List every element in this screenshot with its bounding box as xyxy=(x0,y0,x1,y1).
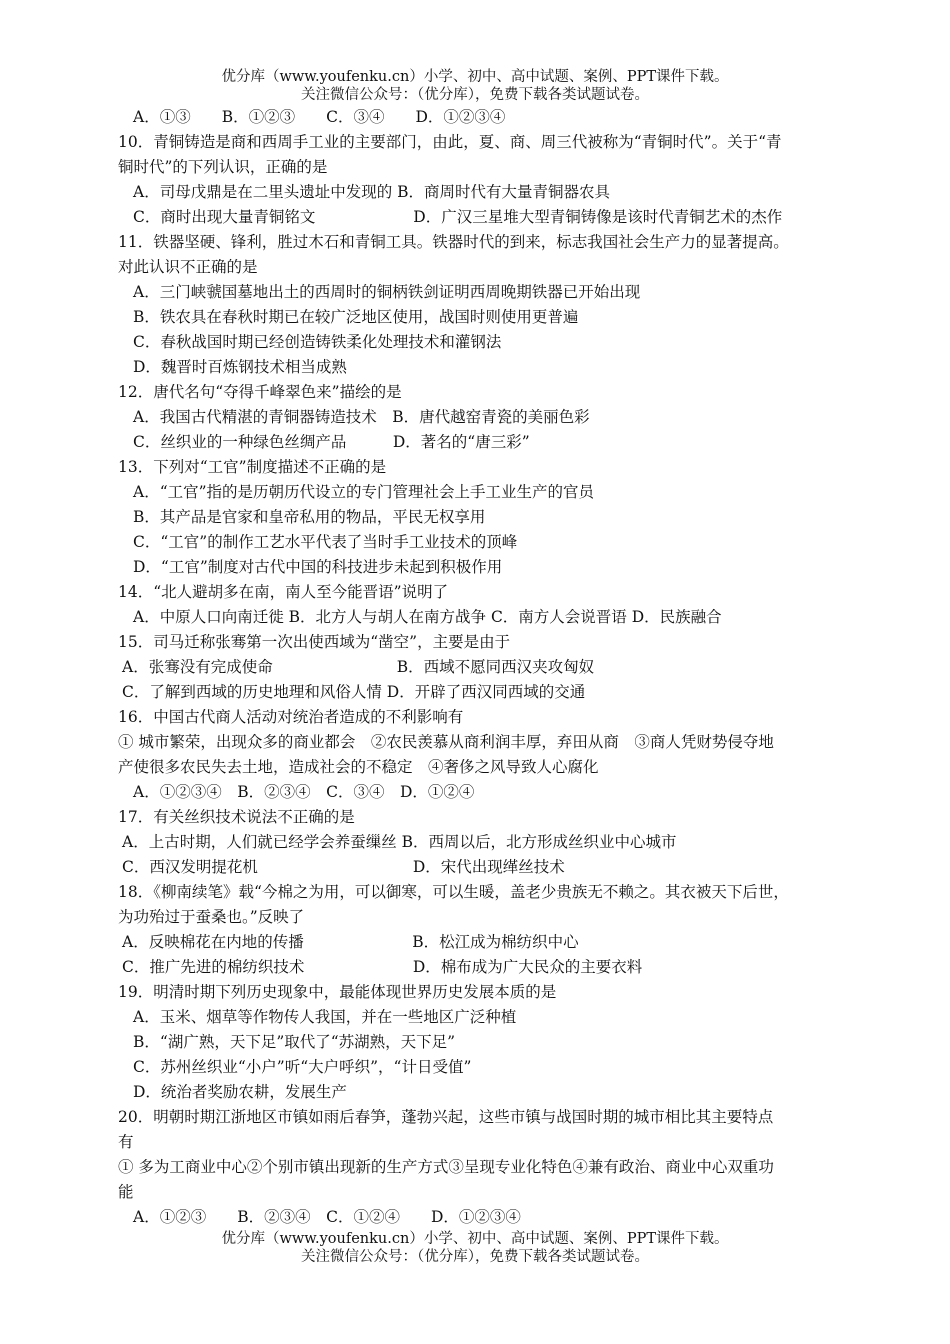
q16-items: ① 城市繁荣，出现众多的商业都会 ②农民羡慕从商利润丰厚，弃田从商 ③商人凭财势侵夺地 xyxy=(118,733,774,751)
q11-option-d: D．魏晋时百炼钢技术相当成熟 xyxy=(133,358,347,376)
q16-options: A．①②③④ B．②③④ C．③④ D．①②④ xyxy=(133,783,475,801)
q13-option-c: C．“工官”的制作工艺水平代表了当时手工业技术的顶峰 xyxy=(133,533,518,551)
q12-options-cd: C．丝织业的一种绿色丝绸产品 D．著名的“唐三彩” xyxy=(133,433,530,451)
q17-options-ab: A．上古时期，人们就已经学会养蚕缫丝 B．西周以后，北方形成丝织业中心城市 xyxy=(122,833,677,851)
q18-options-cd: C．推广先进的棉纺织技术 D．棉布成为广大民众的主要衣料 xyxy=(122,958,643,976)
q17-options-cd: C．西汉发明提花机 D．宋代出现缂丝技术 xyxy=(122,858,565,876)
q18-options-ab: A．反映棉花在内地的传播 B．松江成为棉纺织中心 xyxy=(122,933,579,951)
q13-option-a: A．“工官”指的是历朝历代设立的专门管理社会上手工业生产的官员 xyxy=(133,483,595,501)
q14-stem: 14．“北人避胡多在南，南人至今能晋语”说明了 xyxy=(118,583,449,601)
q11-stem-cont: 对此认识不正确的是 xyxy=(118,258,258,276)
q19-option-d: D．统治者奖励农耕，发展生产 xyxy=(133,1083,347,1101)
q15-stem: 15．司马迁称张骞第一次出使西域为“凿空”，主要是由于 xyxy=(118,633,511,651)
q14-options: A．中原人口向南迁徙 B．北方人与胡人在南方战争 C．南方人会说晋语 D．民族融合 xyxy=(133,608,722,626)
q13-stem: 13．下列对“工官”制度描述不正确的是 xyxy=(118,458,387,476)
q11-option-b: B．铁农具在春秋时期已在较广泛地区使用，战国时则使用更普遍 xyxy=(133,308,579,326)
q10-options-ab: A．司母戊鼎是在二里头遗址中发现的 B．商周时代有大量青铜器农具 xyxy=(133,183,611,201)
q20-stem: 20．明朝时期江浙地区市镇如雨后春笋，蓬勃兴起，这些市镇与战国时期的城市相比其主要特点 xyxy=(118,1108,774,1126)
q11-stem: 11．铁器坚硬、锋利，胜过木石和青铜工具。铁器时代的到来，标志我国社会生产力的显著提高。 xyxy=(118,233,789,251)
q20-items-cont: 能 xyxy=(118,1183,134,1201)
header-line-1: 优分库（www.youfenku.cn）小学、初中、高中试题、案例、PPT课件下载。 xyxy=(221,69,729,85)
q10-stem: 10．青铜铸造是商和西周手工业的主要部门，由此，夏、商、周三代被称为“青铜时代”。关于“青 xyxy=(118,133,782,151)
header-line-2: 关注微信公众号：（优分库），免费下载各类试题试卷。 xyxy=(301,87,649,103)
q12-options-ab: A．我国古代精湛的青铜器铸造技术 B．唐代越窑青瓷的美丽色彩 xyxy=(133,408,590,426)
q9-options: A．①③ B．①②③ C．③④ D．①②③④ xyxy=(133,108,506,126)
q19-option-b: B．“湖广熟，天下足”取代了“苏湖熟，天下足” xyxy=(133,1033,456,1051)
q15-options-cd: C．了解到西域的历史地理和风俗人情 D．开辟了西汉同西域的交通 xyxy=(122,683,586,701)
q19-option-a: A．玉米、烟草等作物传人我国，并在一些地区广泛种植 xyxy=(133,1008,517,1026)
q16-stem: 16．中国古代商人活动对统治者造成的不利影响有 xyxy=(118,708,464,726)
q10-stem-cont: 铜时代”的下列认识，正确的是 xyxy=(118,158,328,176)
q11-option-c: C．春秋战国时期已经创造铸铁柔化处理技术和灌钢法 xyxy=(133,333,502,351)
footer-line-2: 关注微信公众号：（优分库），免费下载各类试题试卷。 xyxy=(301,1249,649,1265)
q12-stem: 12．唐代名句“夺得千峰翠色来”描绘的是 xyxy=(118,383,402,401)
footer-line-1: 优分库（www.youfenku.cn）小学、初中、高中试题、案例、PPT课件下载。 xyxy=(221,1231,729,1247)
q18-stem-cont: 为功殆过于蚕桑也。”反映了 xyxy=(118,908,305,926)
q19-option-c: C．苏州丝织业“小户”听“大户呼织”，“计日受值” xyxy=(133,1058,472,1076)
q17-stem: 17．有关丝织技术说法不正确的是 xyxy=(118,808,355,826)
q10-options-cd: C．商时出现大量青铜铭文 D．广汉三星堆大型青铜铸像是该时代青铜艺术的杰作 xyxy=(133,208,783,226)
q20-options: A．①②③ B．②③④ C．①②④ D．①②③④ xyxy=(133,1208,521,1226)
q19-stem: 19．明清时期下列历史现象中，最能体现世界历史发展本质的是 xyxy=(118,983,557,1001)
q13-option-d: D．“工官”制度对古代中国的科技进步未起到积极作用 xyxy=(133,558,503,576)
q15-options-ab: A．张骞没有完成使命 B．西域不愿同西汉夹攻匈奴 xyxy=(122,658,595,676)
q13-option-b: B．其产品是官家和皇帝私用的物品，平民无权享用 xyxy=(133,508,486,526)
q20-items: ① 多为工商业中心②个别市镇出现新的生产方式③呈现专业化特色④兼有政治、商业中心双重功 xyxy=(118,1158,774,1176)
q18-stem: 18．《柳南续笔》载“今棉之为用，可以御寒，可以生暖，盖老少贵族无不赖之。其衣被天下后世， xyxy=(118,883,789,901)
q16-items-cont: 产使很多农民失去土地，造成社会的不稳定 ④奢侈之风导致人心腐化 xyxy=(118,758,599,776)
q20-stem-cont: 有 xyxy=(118,1133,134,1151)
q11-option-a: A．三门峡虢国墓地出土的西周时的铜柄铁剑证明西周晚期铁器已开始出现 xyxy=(133,283,641,301)
